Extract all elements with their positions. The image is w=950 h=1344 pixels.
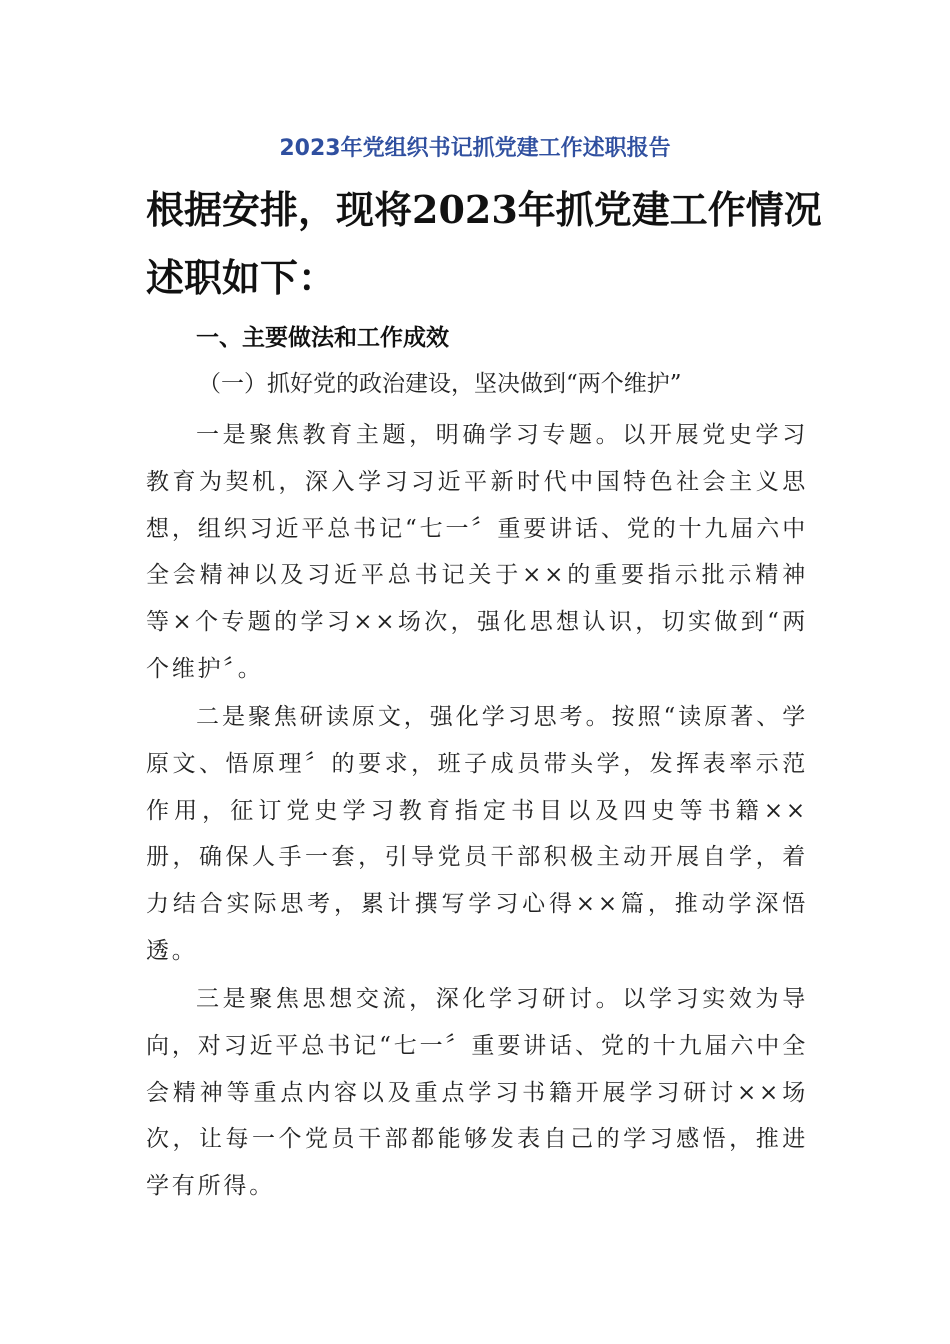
body-paragraph-2: 二是聚焦研读原文，强化学习思考。按照“读原著、学原文、悟原理〞的要求，班子成员带头学，发挥表率示范作用，征订党史学习教育指定书目以及四史等书籍××册，确保人手一套，引导党员干部积极主动开展自学，着力结合实际思考，累计撰写学习心得××篇，推动学深悟透。 xyxy=(146,704,808,964)
document-title: 2023年党组织书记抓党建工作述职报告 xyxy=(279,136,671,161)
body-paragraph-3: 三是聚焦思想交流，深化学习研讨。以学习实效为导向，对习近平总书记“七一〞重要讲话、党的十九届六中全会精神等重点内容以及重点学习书籍开展学习研讨××场次，让每一个党员干部都能够发表自己的学习感悟，推进学有所得。 xyxy=(146,986,808,1200)
body-paragraph-1: 一是聚焦教育主题，明确学习专题。以开展党史学习教育为契机，深入学习习近平新时代中国特色社会主义思想，组织习近平总书记“七一〞重要讲话、党的十九届六中全会精神以及习近平总书记关于××的重要指示批示精神等×个专题的学习××场次，强化思想认识，切实做到“两个维护〞。 xyxy=(146,422,808,682)
section-heading: 一、主要做法和工作成效 xyxy=(196,325,449,351)
sub-heading: （一）抓好党的政治建设，坚决做到“两个维护” xyxy=(198,371,682,397)
intro-paragraph: 根据安排，现将2023年抓党建工作情况述职如下： xyxy=(146,187,822,300)
